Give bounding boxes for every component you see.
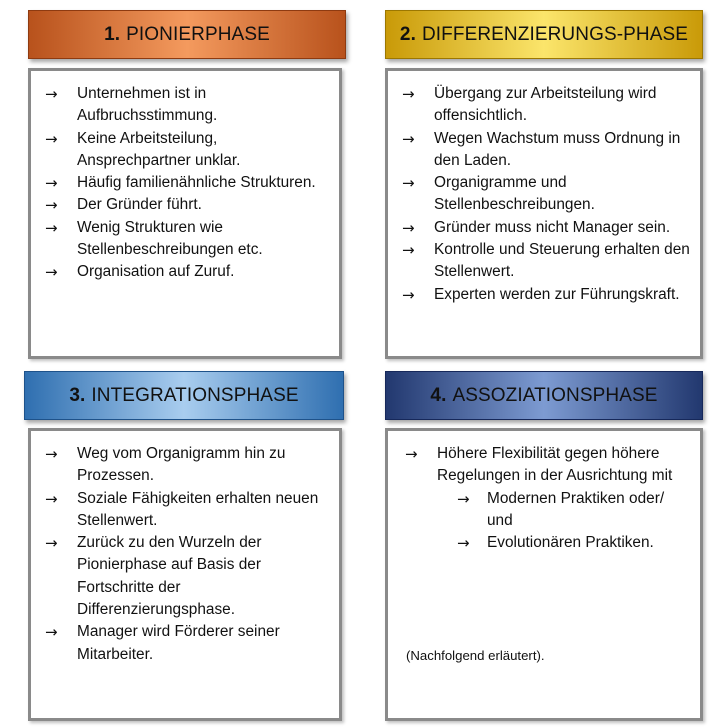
arrow-right-icon: →: [45, 196, 58, 215]
phase-4-subitem: → Modernen Praktiken oder/ und: [457, 489, 665, 529]
phase-1-item: → Der Gründer führt.: [77, 194, 331, 216]
phase-2-box: [385, 68, 703, 359]
phase-4-subitem: → Evolutionären Praktiken.: [487, 532, 692, 554]
phase-1-header: [28, 10, 346, 59]
arrow-right-icon: →: [402, 174, 415, 193]
arrow-right-icon: →: [457, 489, 470, 508]
arrow-right-icon: →: [45, 129, 58, 148]
phase-3-number: 3.: [69, 384, 86, 406]
phase-2-item: → Gründer muss nicht Manager sein.: [434, 217, 692, 239]
phase-1-item: → Keine Arbeitsteilung, Ansprechpartner unklar.: [45, 129, 241, 169]
phase-2-number: 2.: [399, 23, 416, 45]
arrow-right-icon: →: [45, 445, 58, 463]
phase-4-item: → Höhere Flexibilität gegen höhere Regelungen in der Ausrichtung mit → Modernen Praktiken oder/ und → Evolutionären Praktiken.: [437, 443, 692, 554]
arrow-right-icon: →: [402, 85, 415, 103]
arrow-right-icon: →: [45, 263, 58, 282]
phase-2-header: [385, 10, 703, 59]
phase-3-item: → Zurück zu den Wurzeln der Pionierphase auf Basis der Fortschritte der Differenzierungsphase.: [45, 534, 262, 619]
phase-4-box: [385, 428, 703, 721]
phase-1-box: [28, 68, 342, 359]
phase-4-title: ASSOZIATIONSPHASE: [452, 384, 658, 406]
arrow-right-icon: →: [402, 218, 415, 237]
phase-3-header: [24, 371, 344, 420]
phase-3-item: → Soziale Fähigkeiten erhalten neuen Stellenwert.: [45, 489, 319, 529]
arrow-right-icon: →: [45, 623, 58, 642]
phase-1-item: → Häufig familienähnliche Strukturen.: [77, 172, 331, 194]
phase-1-title: PIONIERPHASE: [126, 23, 270, 45]
phase-1-number: 1.: [104, 23, 121, 45]
arrow-right-icon: →: [45, 85, 58, 103]
arrow-right-icon: →: [45, 489, 58, 508]
phase-1-item: → Unternehmen ist in Aufbruchsstimmung.: [45, 85, 218, 125]
arrow-right-icon: →: [457, 534, 470, 553]
phase-2-item: → Wegen Wachstum muss Ordnung in den Laden.: [402, 129, 681, 169]
phase-2-item: → Experten werden zur Führungskraft.: [434, 284, 692, 306]
phase-4-header: [385, 371, 703, 420]
phase-4-number: 4.: [430, 384, 447, 406]
arrow-right-icon: →: [45, 218, 58, 237]
phase-1-item: → Organisation auf Zuruf.: [77, 261, 331, 283]
phase-3-title: INTEGRATIONSPHASE: [91, 384, 299, 406]
arrow-right-icon: →: [45, 534, 58, 553]
phase-3-box: [28, 428, 342, 721]
phase-1-item: → Wenig Strukturen wie Stellenbeschreibungen etc.: [45, 218, 263, 259]
arrow-right-icon: →: [405, 445, 418, 463]
phase-3-item: → Weg vom Organigramm hin zu Prozessen.: [45, 445, 286, 485]
phase-2-item: → Kontrolle und Steuerung erhalten den Stellenwert.: [402, 241, 690, 281]
arrow-right-icon: →: [402, 129, 415, 148]
phase-2-title: DIFFERENZIERUNGS-PHASE: [421, 23, 689, 45]
arrow-right-icon: →: [45, 174, 58, 193]
arrow-right-icon: →: [402, 285, 415, 304]
arrow-right-icon: →: [402, 241, 415, 260]
phase-2-item: → Organigramme und Stellenbeschreibungen.: [402, 174, 595, 214]
phase-2-item: → Übergang zur Arbeitsteilung wird offensichtlich.: [402, 85, 657, 125]
phase-3-item: → Manager wird Förderer seiner Mitarbeiter.: [45, 623, 280, 663]
phase-4-note: (Nachfolgend erläutert).: [406, 648, 545, 663]
